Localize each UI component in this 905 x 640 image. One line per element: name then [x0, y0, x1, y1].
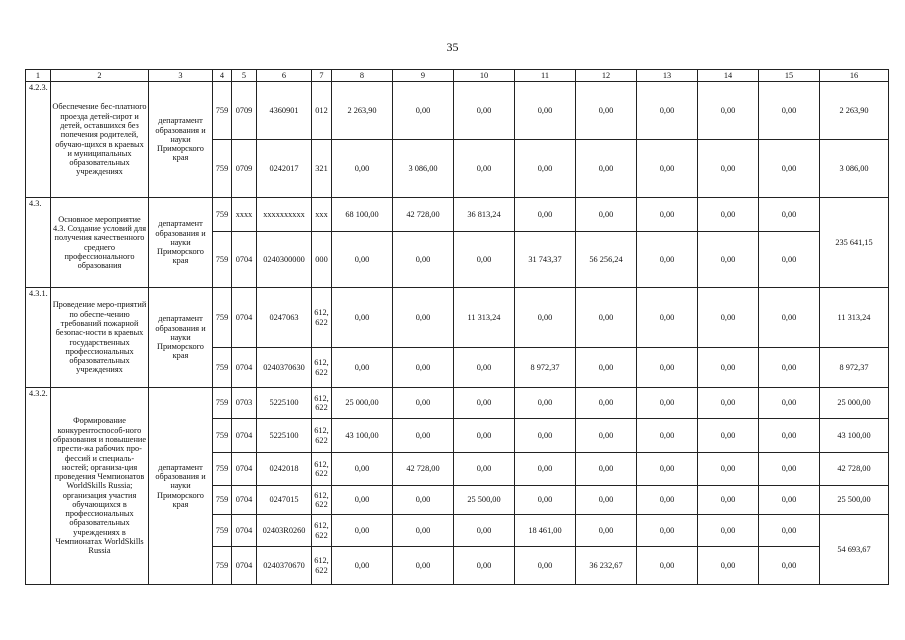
- code-csr: 0242018: [257, 453, 312, 486]
- item-number: 4.3.: [26, 198, 51, 288]
- total-value: 3 086,00: [820, 140, 889, 198]
- year-value-col-15: 0,00: [759, 348, 820, 388]
- year-value-col-10: 0,00: [454, 453, 515, 486]
- year-value-col-14: 0,00: [698, 198, 759, 232]
- table-row: [26, 388, 889, 419]
- code-rzpr: 0704: [232, 348, 257, 388]
- year-value-col-12: 0,00: [576, 486, 637, 515]
- year-value-col-10: 11 313,24: [454, 288, 515, 348]
- total-value: 42 728,00: [820, 453, 889, 486]
- year-value-col-11: 0,00: [515, 388, 576, 419]
- year-value-col-9: 0,00: [393, 547, 454, 585]
- year-value-col-10: 0,00: [454, 232, 515, 288]
- year-value-col-14: 0,00: [698, 453, 759, 486]
- year-value-col-8: 0,00: [332, 232, 393, 288]
- year-value-col-9: 42 728,00: [393, 198, 454, 232]
- item-number: 4.3.1.: [26, 288, 51, 388]
- budget-table: [25, 69, 889, 585]
- header-cell-4: 4: [213, 70, 232, 82]
- code-rzpr: 0704: [232, 515, 257, 547]
- year-value-col-15: 0,00: [759, 419, 820, 453]
- year-value-col-15: 0,00: [759, 232, 820, 288]
- year-value-col-8: 0,00: [332, 288, 393, 348]
- year-value-col-12: 0,00: [576, 348, 637, 388]
- year-value-col-11: 0,00: [515, 140, 576, 198]
- year-value-col-13: 0,00: [637, 82, 698, 140]
- code-rzpr: 0704: [232, 288, 257, 348]
- year-value-col-12: 0,00: [576, 419, 637, 453]
- year-value-col-10: 0,00: [454, 348, 515, 388]
- header-row: [26, 70, 889, 82]
- year-value-col-14: 0,00: [698, 82, 759, 140]
- total-value: 25 000,00: [820, 388, 889, 419]
- code-grbs: 759: [213, 288, 232, 348]
- code-csr: 5225100: [257, 419, 312, 453]
- total-value: 43 100,00: [820, 419, 889, 453]
- year-value-col-8: 0,00: [332, 453, 393, 486]
- header-cell-13: 13: [637, 70, 698, 82]
- code-csr: 0242017: [257, 140, 312, 198]
- year-value-col-14: 0,00: [698, 348, 759, 388]
- total-value: 235 641,15: [820, 198, 889, 288]
- year-value-col-10: 0,00: [454, 140, 515, 198]
- year-value-col-10: 0,00: [454, 515, 515, 547]
- table-row: [26, 198, 889, 232]
- code-rzpr: 0703: [232, 388, 257, 419]
- code-vr: 612, 622: [312, 515, 332, 547]
- code-csr: 0240370630: [257, 348, 312, 388]
- year-value-col-14: 0,00: [698, 232, 759, 288]
- year-value-col-14: 0,00: [698, 140, 759, 198]
- year-value-col-14: 0,00: [698, 419, 759, 453]
- year-value-col-14: 0,00: [698, 515, 759, 547]
- year-value-col-11: 31 743,37: [515, 232, 576, 288]
- year-value-col-10: 25 500,00: [454, 486, 515, 515]
- total-value: 2 263,90: [820, 82, 889, 140]
- code-grbs: 759: [213, 140, 232, 198]
- year-value-col-13: 0,00: [637, 348, 698, 388]
- year-value-col-12: 0,00: [576, 388, 637, 419]
- page-number: 35: [446, 40, 459, 54]
- header-cell-12: 12: [576, 70, 637, 82]
- year-value-col-11: 0,00: [515, 453, 576, 486]
- year-value-col-13: 0,00: [637, 419, 698, 453]
- year-value-col-10: 36 813,24: [454, 198, 515, 232]
- year-value-col-11: 18 461,00: [515, 515, 576, 547]
- year-value-col-8: 2 263,90: [332, 82, 393, 140]
- code-vr: 612, 622: [312, 288, 332, 348]
- code-rzpr: 0709: [232, 140, 257, 198]
- code-grbs: 759: [213, 232, 232, 288]
- code-grbs: 759: [213, 82, 232, 140]
- year-value-col-8: 0,00: [332, 140, 393, 198]
- year-value-col-11: 0,00: [515, 547, 576, 585]
- total-value: 11 313,24: [820, 288, 889, 348]
- total-value: 54 693,67: [820, 515, 889, 585]
- year-value-col-15: 0,00: [759, 388, 820, 419]
- year-value-col-8: 0,00: [332, 515, 393, 547]
- year-value-col-13: 0,00: [637, 547, 698, 585]
- year-value-col-9: 42 728,00: [393, 453, 454, 486]
- year-value-col-11: 0,00: [515, 198, 576, 232]
- table-row: [26, 82, 889, 140]
- code-rzpr: хххх: [232, 198, 257, 232]
- year-value-col-13: 0,00: [637, 288, 698, 348]
- code-csr: 0247063: [257, 288, 312, 348]
- total-value: 25 500,00: [820, 486, 889, 515]
- year-value-col-9: 0,00: [393, 82, 454, 140]
- year-value-col-14: 0,00: [698, 547, 759, 585]
- year-value-col-13: 0,00: [637, 486, 698, 515]
- code-rzpr: 0704: [232, 547, 257, 585]
- code-vr: 012: [312, 82, 332, 140]
- code-vr: 612, 622: [312, 453, 332, 486]
- year-value-col-12: 0,00: [576, 140, 637, 198]
- code-vr: 000: [312, 232, 332, 288]
- header-cell-6: 6: [257, 70, 312, 82]
- year-value-col-10: 0,00: [454, 419, 515, 453]
- year-value-col-8: 43 100,00: [332, 419, 393, 453]
- year-value-col-14: 0,00: [698, 486, 759, 515]
- code-rzpr: 0704: [232, 232, 257, 288]
- code-rzpr: 0704: [232, 486, 257, 515]
- year-value-col-15: 0,00: [759, 515, 820, 547]
- item-name: Проведение меро-приятий по обеспе-чению требований пожарной безопас-ности в краевых государственных профессиональных образовательных учреждениях: [51, 288, 149, 388]
- total-value: 8 972,37: [820, 348, 889, 388]
- year-value-col-9: 0,00: [393, 515, 454, 547]
- code-grbs: 759: [213, 388, 232, 419]
- code-csr: 4360901: [257, 82, 312, 140]
- code-grbs: 759: [213, 486, 232, 515]
- year-value-col-13: 0,00: [637, 453, 698, 486]
- year-value-col-9: 0,00: [393, 419, 454, 453]
- responsible-department: департамент образования и науки Приморского края: [149, 198, 213, 288]
- header-cell-8: 8: [332, 70, 393, 82]
- code-csr: хххххххххх: [257, 198, 312, 232]
- year-value-col-11: 0,00: [515, 486, 576, 515]
- code-grbs: 759: [213, 547, 232, 585]
- code-grbs: 759: [213, 198, 232, 232]
- code-csr: 02403R0260: [257, 515, 312, 547]
- header-cell-2: 2: [51, 70, 149, 82]
- code-csr: 5225100: [257, 388, 312, 419]
- code-csr: 0247015: [257, 486, 312, 515]
- year-value-col-8: 0,00: [332, 348, 393, 388]
- code-vr: 321: [312, 140, 332, 198]
- code-vr: 612, 622: [312, 419, 332, 453]
- header-cell-10: 10: [454, 70, 515, 82]
- year-value-col-12: 0,00: [576, 82, 637, 140]
- year-value-col-8: 0,00: [332, 486, 393, 515]
- header-cell-11: 11: [515, 70, 576, 82]
- code-vr: 612, 622: [312, 388, 332, 419]
- responsible-department: департамент образования и науки Приморского края: [149, 82, 213, 198]
- year-value-col-15: 0,00: [759, 82, 820, 140]
- header-cell-9: 9: [393, 70, 454, 82]
- code-grbs: 759: [213, 348, 232, 388]
- code-csr: 0240370670: [257, 547, 312, 585]
- year-value-col-10: 0,00: [454, 82, 515, 140]
- header-cell-1: 1: [26, 70, 51, 82]
- code-csr: 0240300000: [257, 232, 312, 288]
- year-value-col-13: 0,00: [637, 232, 698, 288]
- year-value-col-9: 0,00: [393, 288, 454, 348]
- header-cell-5: 5: [232, 70, 257, 82]
- header-cell-16: 16: [820, 70, 889, 82]
- year-value-col-11: 0,00: [515, 419, 576, 453]
- year-value-col-8: 0,00: [332, 547, 393, 585]
- year-value-col-15: 0,00: [759, 198, 820, 232]
- code-vr: 612, 622: [312, 547, 332, 585]
- year-value-col-12: 36 232,67: [576, 547, 637, 585]
- year-value-col-9: 0,00: [393, 348, 454, 388]
- year-value-col-8: 25 000,00: [332, 388, 393, 419]
- item-number: 4.2.3.: [26, 82, 51, 198]
- year-value-col-13: 0,00: [637, 140, 698, 198]
- code-grbs: 759: [213, 419, 232, 453]
- code-rzpr: 0709: [232, 82, 257, 140]
- year-value-col-9: 0,00: [393, 486, 454, 515]
- year-value-col-13: 0,00: [637, 515, 698, 547]
- item-name: Формирование конкурентоспособ-ного образования и повышение прести-жа рабочих про-фессий и специаль-ностей; организа-ция проведения Чемпионатов WorldSkills Russia; организация участия обучающихся в профессиональных образовательных учреждениях в Чемпионатах WorldSkills Russia: [51, 388, 149, 585]
- year-value-col-9: 0,00: [393, 388, 454, 419]
- year-value-col-14: 0,00: [698, 288, 759, 348]
- code-vr: 612, 622: [312, 348, 332, 388]
- header-cell-15: 15: [759, 70, 820, 82]
- header-cell-3: 3: [149, 70, 213, 82]
- table-row: [26, 288, 889, 348]
- item-number: 4.3.2.: [26, 388, 51, 585]
- year-value-col-15: 0,00: [759, 486, 820, 515]
- year-value-col-15: 0,00: [759, 140, 820, 198]
- item-name: Основное мероприятие 4.3. Создание условий для получения качественного среднего профессионального образования: [51, 198, 149, 288]
- year-value-col-11: 0,00: [515, 82, 576, 140]
- year-value-col-15: 0,00: [759, 288, 820, 348]
- year-value-col-11: 0,00: [515, 288, 576, 348]
- year-value-col-12: 0,00: [576, 453, 637, 486]
- year-value-col-10: 0,00: [454, 388, 515, 419]
- year-value-col-13: 0,00: [637, 198, 698, 232]
- code-rzpr: 0704: [232, 453, 257, 486]
- item-name: Обеспечение бес-платного проезда детей-сирот и детей, оставшихся без попечения родителей, обучаю-щихся в краевых и муниципальных образовательных учреждениях: [51, 82, 149, 198]
- code-rzpr: 0704: [232, 419, 257, 453]
- code-grbs: 759: [213, 515, 232, 547]
- year-value-col-9: 3 086,00: [393, 140, 454, 198]
- year-value-col-13: 0,00: [637, 388, 698, 419]
- year-value-col-14: 0,00: [698, 388, 759, 419]
- year-value-col-12: 0,00: [576, 198, 637, 232]
- year-value-col-12: 0,00: [576, 515, 637, 547]
- responsible-department: департамент образования и науки Приморского края: [149, 288, 213, 388]
- year-value-col-15: 0,00: [759, 453, 820, 486]
- code-vr: ххх: [312, 198, 332, 232]
- code-grbs: 759: [213, 453, 232, 486]
- year-value-col-11: 8 972,37: [515, 348, 576, 388]
- year-value-col-12: 0,00: [576, 288, 637, 348]
- responsible-department: департамент образования и науки Приморского края: [149, 388, 213, 585]
- year-value-col-10: 0,00: [454, 547, 515, 585]
- year-value-col-15: 0,00: [759, 547, 820, 585]
- header-cell-14: 14: [698, 70, 759, 82]
- year-value-col-9: 0,00: [393, 232, 454, 288]
- code-vr: 612, 622: [312, 486, 332, 515]
- header-cell-7: 7: [312, 70, 332, 82]
- year-value-col-12: 56 256,24: [576, 232, 637, 288]
- year-value-col-8: 68 100,00: [332, 198, 393, 232]
